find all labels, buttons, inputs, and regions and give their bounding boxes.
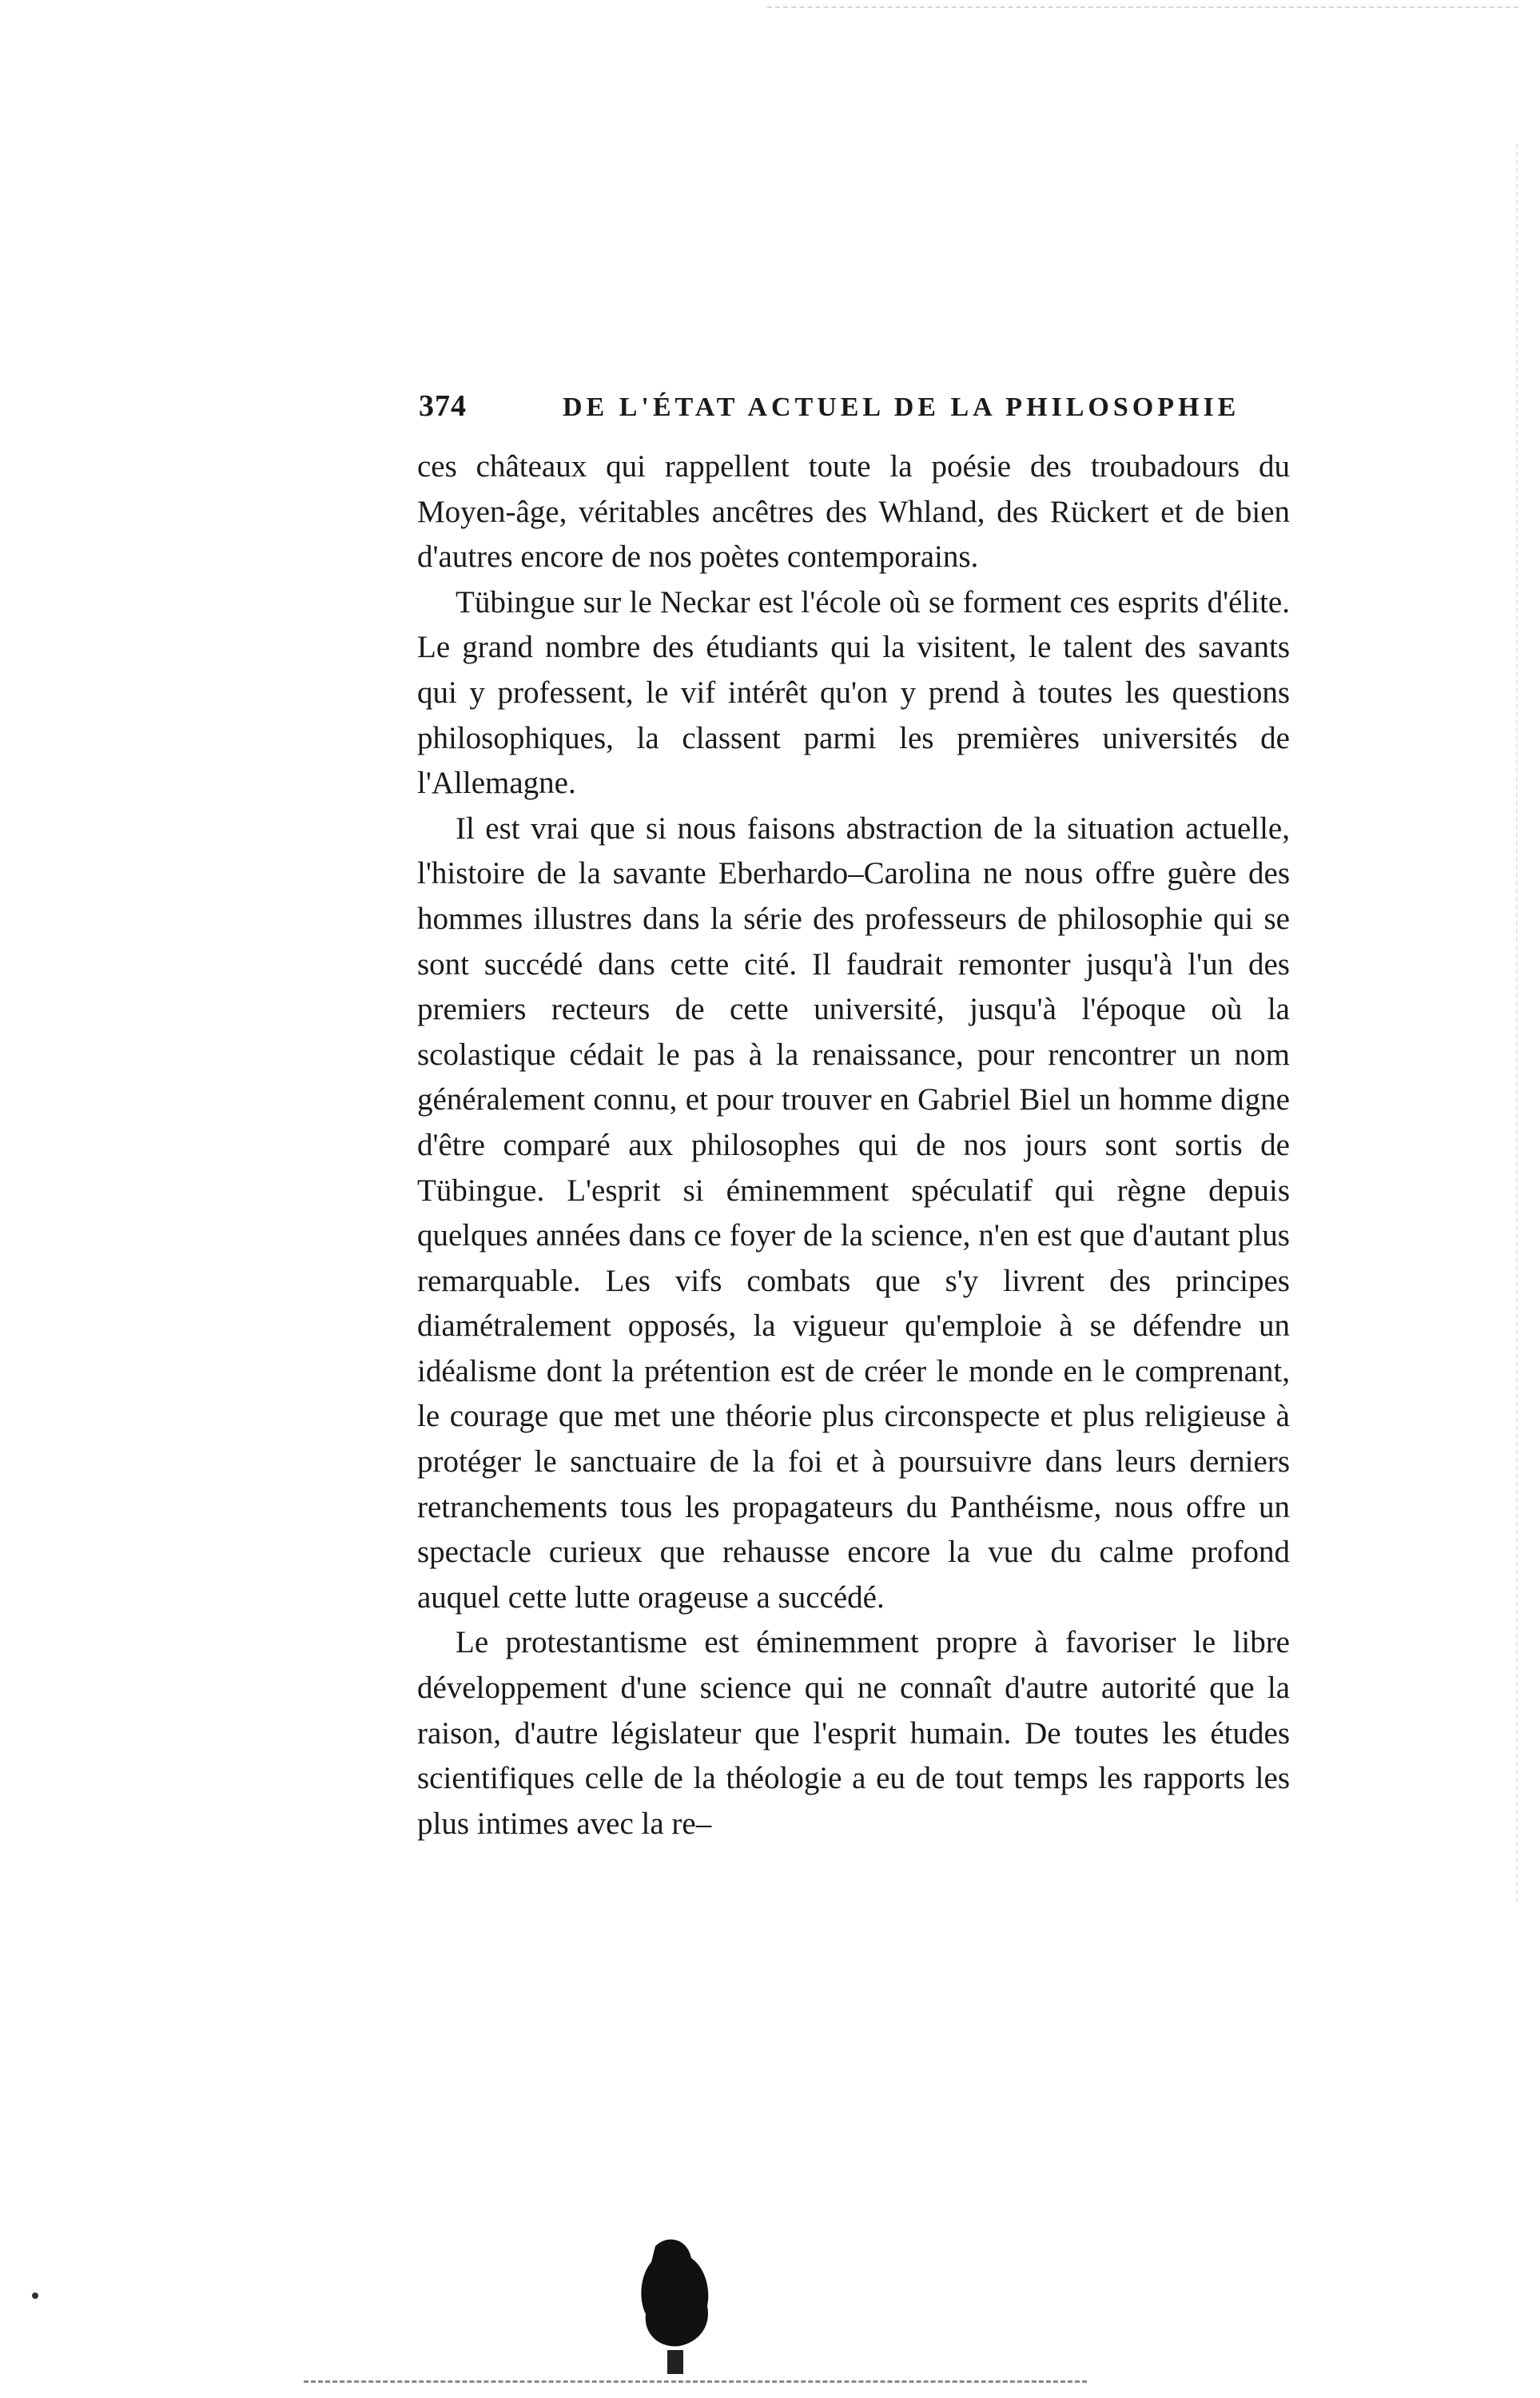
paragraph-4: Le protestantisme est éminemment propre à favoriser le libre développement d'une science qui ne connaît d'autre autorité que la raison, d'autre législateur que l'esprit humain. De toutes les études scientifiques celle de la théologie a eu de tout temps les rapports les plus intimes avec la re– [417, 1625, 1290, 1841]
library-stamp-icon [631, 2230, 719, 2382]
page-number: 374 [419, 389, 467, 423]
running-title: DE L'ÉTAT ACTUEL DE LA PHILOSOPHIE [563, 392, 1240, 422]
scan-edge-bottom [304, 2380, 1087, 2383]
ink-spot [32, 2292, 38, 2299]
paragraph-1: ces châteaux qui rappellent toute la poésie des troubadours du Moyen-âge, véritables ancêtres des Whland, des Rückert et de bien d'autres encore de nos poètes contemporains. [417, 449, 1290, 575]
running-header [419, 388, 1290, 436]
scan-edge-top [767, 6, 1518, 8]
paragraph-2: Tübingue sur le Neckar est l'école où se forment ces esprits d'élite. Le grand nombre des étudiants qui la visitent, le talent des savants qui y professent, le vif intérêt qu'on y prend à toutes les questions philosophiques, la classent parmi les premières universités de l'Allemagne. [417, 584, 1290, 801]
body-text [417, 444, 1290, 1846]
paragraph-3: Il est vrai que si nous faisons abstraction de la situation actuelle, l'histoire de la savante Eberhardo–Carolina ne nous offre guère des hommes illustres dans la série des professeurs de philosophie qui se sont succédé dans cette cité. Il faudrait remonter jusqu'à l'un des premiers recteurs de cette université, jusqu'à l'époque où la scolastique cédait le pas à la renaissance, pour rencontrer un nom généralement connu, et pour trouver en Gabriel Biel un homme digne d'être comparé aux philosophes qui de nos jours sont sortis de Tübingue. L'esprit si éminemment spéculatif qui règne depuis quelques années dans ce foyer de la science, n'en est que d'autant plus remarquable. Les vifs combats que s'y livrent des principes diamétralement opposés, la vigueur qu'emploie à se défendre un idéalisme dont la prétention est de créer le monde en le comprenant, le courage que met une théorie plus circonspecte et plus religieuse à protéger le sanctuaire de la foi et à poursuivre dans leurs derniers retranchements tous les propagateurs du Panthéisme, nous offre un spectacle curieux que rehausse encore la vue du calme profond auquel cette lutte orageuse a succédé. [417, 811, 1290, 1615]
scan-edge-right [1516, 144, 1518, 1902]
